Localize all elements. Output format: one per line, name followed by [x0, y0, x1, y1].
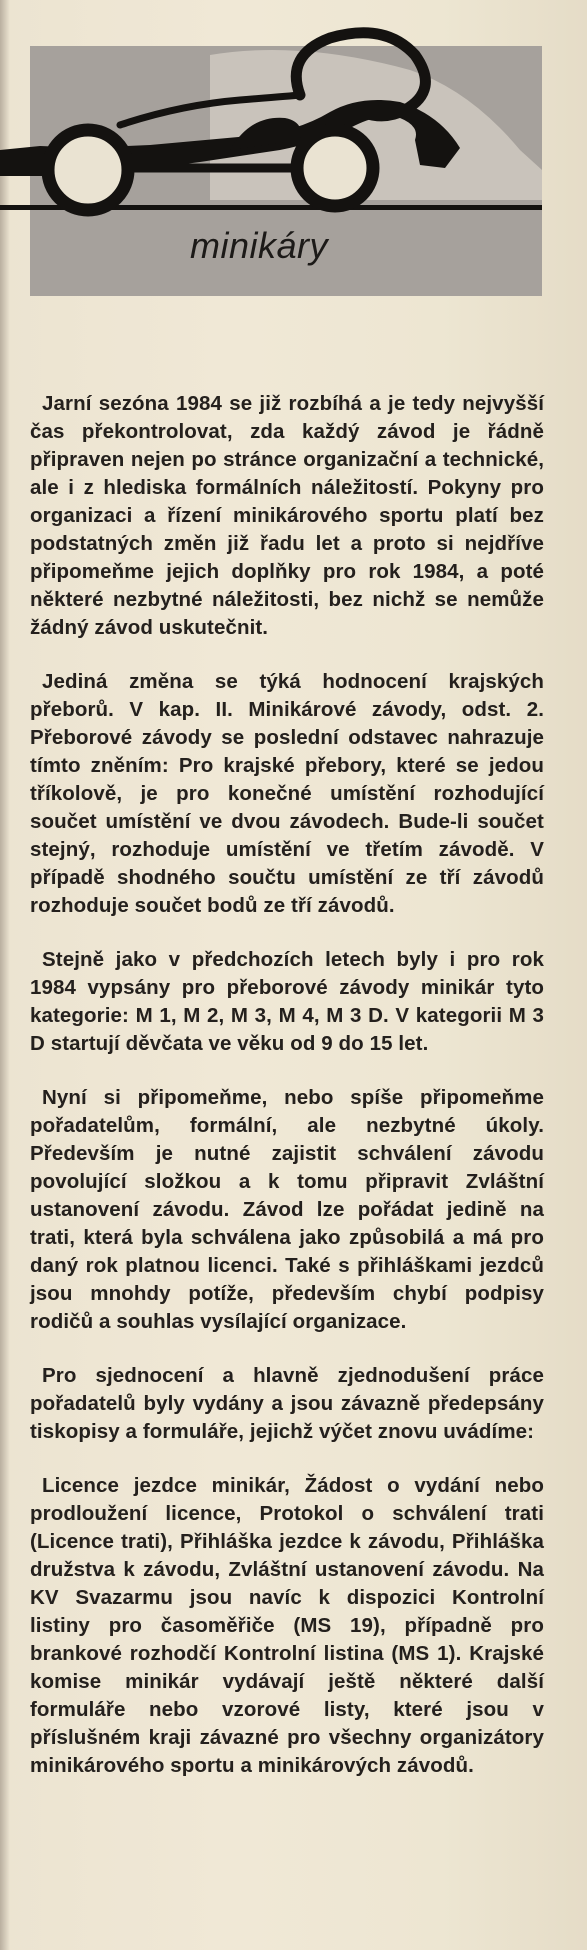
paragraph: Licence jezdce minikár, Žádost o vydání nebo prodloužení licence, Protokol o schválení trati (Licence trati), Přihláška jezdce k závodu, Přihláška družstva k závodu, Zvláštní ustanovení závodu. Na KV Svazarmu jsou navíc k dispozici Kontrolní listiny pro časoměřiče (MS 19), případně pro brankové rozhodčí Kontrolní listina (MS 1). Krajské komise minikár vydávají ještě některé další formuláře nebo vzorové listy, které jsou v příslušném kraji závazné pro všechny organizátory minikárového sportu a minikárových závodů.	[30, 1474, 544, 1777]
section-header	[0, 0, 587, 305]
paragraph: Jediná změna se týká hodnocení krajských přeborů. V kap. II. Minikárové závody, odst. 2. Přeborové závody se poslední odstavec nahrazuje tímto zněním: Pro krajské přebory, které se jedou tříkolově, je pro konečné umístění rozhodující součet umístění ve dvou závodech. Bude-li součet stejný, rozhoduje umístění ve třetím závodě. V případě shodného součtu umístění ze tří závodů rozhoduje součet bodů ze tří závodů.	[30, 670, 544, 917]
article-body	[30, 390, 544, 1806]
paragraph: Pro sjednocení a hlavně zjednodušení práce pořadatelů byly vydány a jsou závazně předepsány tiskopisy a formuláře, jejichž výčet znovu uvádíme:	[30, 1364, 544, 1443]
paragraph: Nyní si připomeňme, nebo spíše připomeňme pořadatelům, formální, ale nezbytné úkoly. Především je nutné zajistit schválení závodu povolující složkou a k tomu připravit Zvláštní ustanovení závodu. Závod lze pořádat jedině na trati, která byla schválena jako způsobilá a má pro daný rok platnou licenci. Také s přihláškami jezdců jsou mnohdy potíže, především chybí podpisy rodičů a souhlas vysílající organizace.	[30, 1086, 544, 1333]
paragraph: Stejně jako v předchozích letech byly i pro rok 1984 vypsány pro přeborové závody minikár tyto kategorie: M 1, M 2, M 3, M 4, M 3 D. V kategorii M 3 D startují děvčata ve věku od 9 do 15 let.	[30, 948, 544, 1055]
section-title: minikáry	[190, 225, 329, 266]
paragraph: Jarní sezóna 1984 se již rozbíhá a je tedy nejvyšší čas překontrolovat, zda každý závod je řádně připraven nejen po stránce organizační a technické, ale i z hlediska formálních náležitostí. Pokyny pro organizaci a řízení minikárového sportu platí bez podstatných změn již řadu let a proto si nejdříve připomeňme jejich doplňky pro rok 1984, a poté některé nezbytné náležitosti, bez nichž se nemůže žádný závod uskutečnit.	[30, 392, 544, 639]
